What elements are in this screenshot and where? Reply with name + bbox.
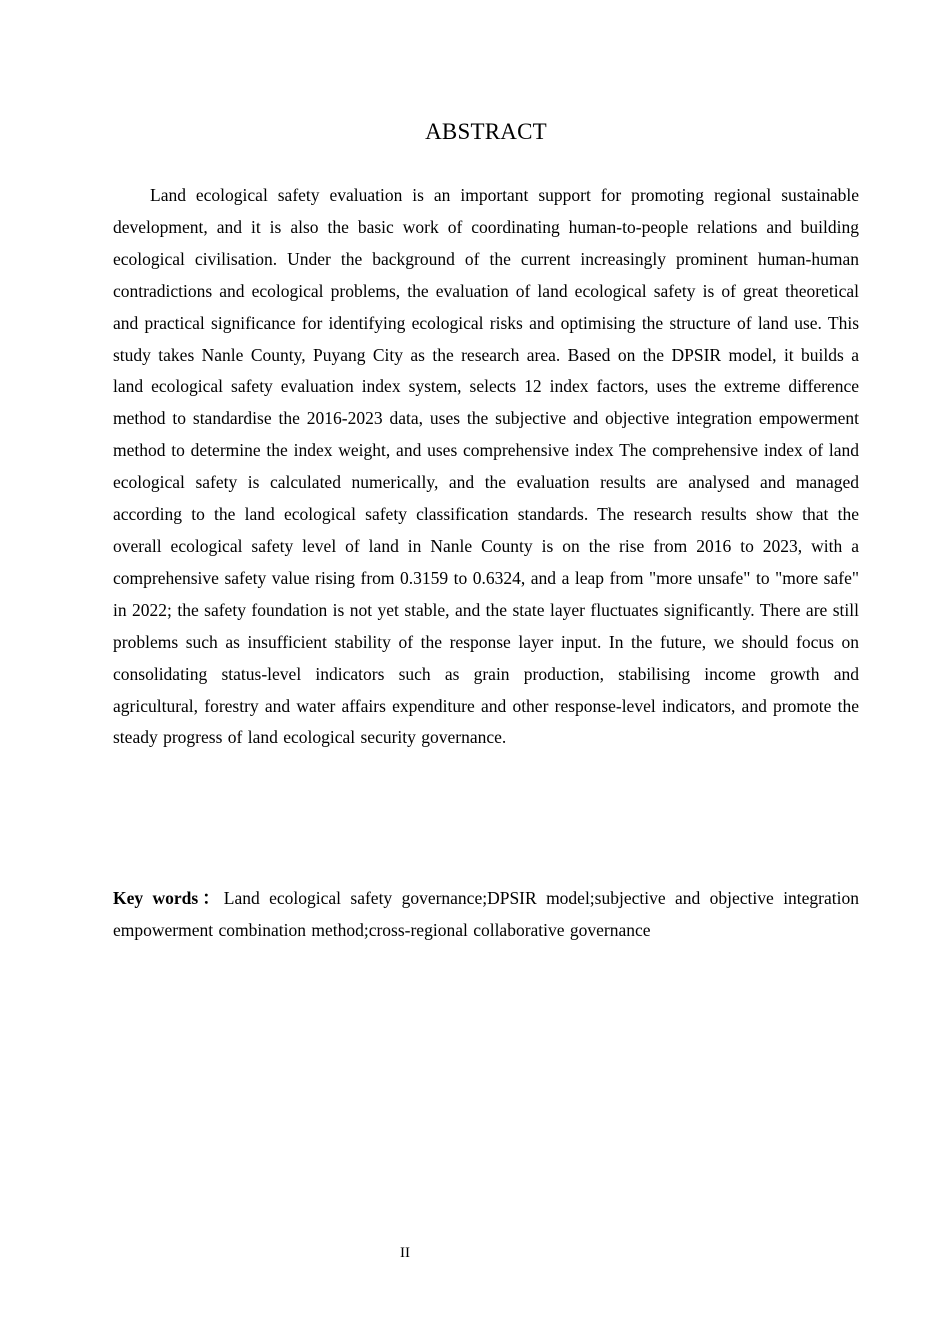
keywords-paragraph bbox=[113, 883, 859, 947]
keywords-text: Land ecological safety governance;DPSIR model;subjective and objective integration empowerment combination method;cross-regional collaborative governance bbox=[113, 888, 860, 940]
keywords-label: Key words： bbox=[113, 888, 224, 908]
abstract-body: Land ecological safety evaluation is an important support for promoting regional sustainable development, and it is also the basic work of coordinating human-to-people relations and building ecological civilisation. Under the background of the current increasingly prominent human-human contradictions and ecological problems, the evaluation of land ecological safety is of great theoretical and practical significance for identifying ecological risks and optimising the structure of land use. This study takes Nanle County, Puyang City as the research area. Based on the DPSIR model, it builds a land ecological safety evaluation index system, selects 12 index factors, uses the extreme difference method to standardise the 2016-2023 data, uses the subjective and objective integration empowerment method to determine the index weight, and uses comprehensive index The comprehensive index of land ecological safety is calculated numerically, and the evaluation results are analysed and managed according to the land ecological safety classification standards. The research results show that the overall ecological safety level of land in Nanle County is on the rise from 2016 to 2023, with a comprehensive safety value rising from 0.3159 to 0.6324, and a leap from "more unsafe" to "more safe" in 2022; the safety foundation is not yet stable, and the state layer fluctuates significantly. There are still problems such as insufficient stability of the response layer input. In the future, we should focus on consolidating status-level indicators such as grain production, stabilising income growth and agricultural, forestry and water affairs expenditure and other response-level indicators, and promote the steady progress of land ecological security governance. bbox=[113, 185, 859, 748]
page-number: II bbox=[400, 1245, 410, 1261]
abstract-title: ABSTRACT bbox=[425, 119, 547, 144]
